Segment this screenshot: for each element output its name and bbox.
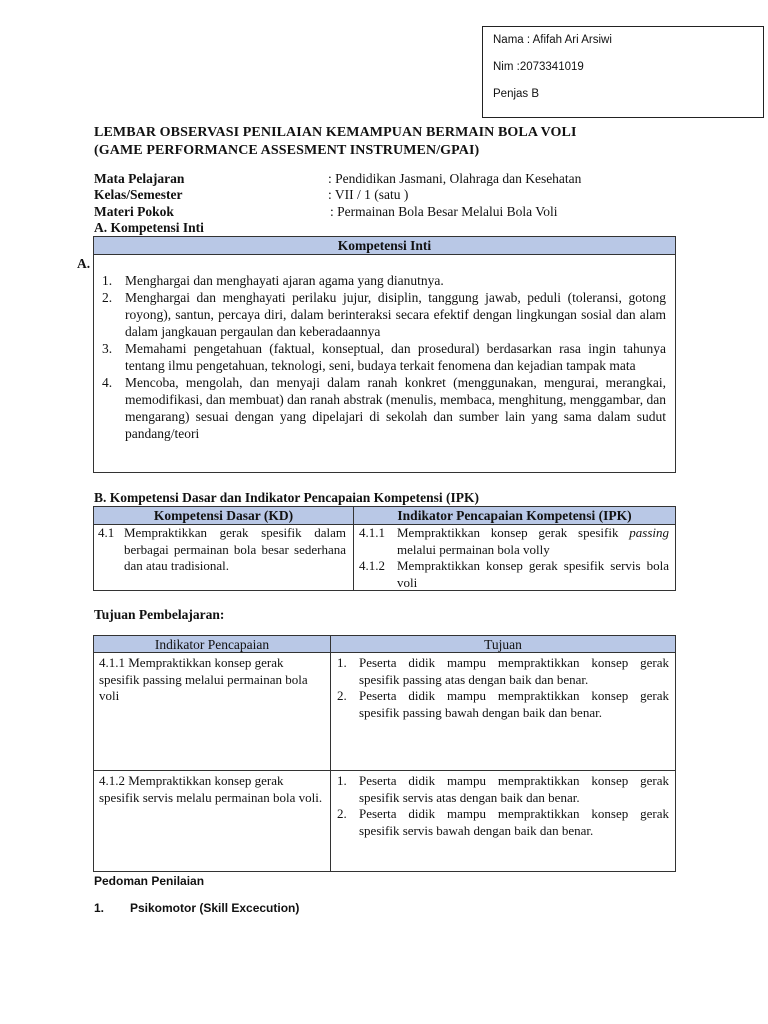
pedoman-item-text: Psikomotor (Skill Excecution) xyxy=(130,901,300,915)
tujuan-column-header: Tujuan xyxy=(330,635,676,653)
student-info-box xyxy=(482,26,764,118)
student-class: Penjas B xyxy=(493,88,540,100)
indikator-column-header: Indikator Pencapaian xyxy=(93,635,331,653)
divider xyxy=(330,635,331,872)
title-line-2: (GAME PERFORMANCE ASSESMENT INSTRUMEN/GPAI) xyxy=(94,143,480,158)
meta-label: Mata Pelajaran xyxy=(94,171,185,186)
list-item: 3. Memahami pengetahuan (faktual, konseptual, dan prosedural) berdasarkan rasa ingin tahunya tentang ilmu pengetahuan, teknologi, seni, budaya terkait fenomena dan kejadian tampak mata xyxy=(102,341,666,373)
meta-value: : VII / 1 (satu ) xyxy=(328,187,409,202)
list-item: 2. Peserta didik mampu mempraktikkan konsep gerak spesifik passing bawah dengan baik dan benar. xyxy=(337,688,669,720)
student-nim: Nim :2073341019 xyxy=(493,61,584,73)
tujuan-heading: Tujuan Pembelajaran: xyxy=(94,607,225,622)
student-name: Nama : Afifah Ari Arsiwi xyxy=(493,34,612,46)
document-title xyxy=(94,124,577,160)
pedoman-item-number: 1. xyxy=(94,901,105,915)
tujuan-list xyxy=(337,655,669,721)
list-item: 4. Mencoba, mengolah, dan menyaji dalam ranah konkret (menggunakan, mengurai, merangkai, memodifikasi, dan membuat) dan ranah abstrak (menulis, membaca, menghitung, menggambar, dan mengarang) sesuai dengan yang dipelajari di sekolah dan sumber lain yang sama dalam sudut pandang/teori xyxy=(102,375,666,441)
section-a-heading: A. Kompetensi Inti xyxy=(94,220,204,235)
indikator-cell: 4.1.2 Mempraktikkan konsep gerak spesifik servis melalu permainan bola voli. xyxy=(99,773,323,805)
kd-number: 4.1 xyxy=(98,525,115,540)
ipk-number: 4.1.1 xyxy=(359,525,385,540)
kompetensi-inti-list xyxy=(96,272,666,442)
indikator-cell: 4.1.1 Mempraktikkan konsep gerak spesifik passing melalui permainan bola voli xyxy=(99,655,308,703)
kompetensi-inti-header: Kompetensi Inti xyxy=(93,236,676,255)
meta-label: Kelas/Semester xyxy=(94,187,183,202)
divider xyxy=(93,770,676,771)
list-item: 2. Peserta didik mampu mempraktikkan konsep gerak spesifik servis bawah dengan baik dan benar. xyxy=(337,806,669,838)
list-item: 1. Menghargai dan menghayati ajaran agama yang dianutnya. xyxy=(102,273,444,288)
list-item: 1. Peserta didik mampu mempraktikkan konsep gerak spesifik servis atas dengan baik dan benar. xyxy=(337,773,669,805)
list-item: 1. Peserta didik mampu mempraktikkan konsep gerak spesifik passing atas dengan baik dan benar. xyxy=(337,655,669,687)
section-a-marker: A. xyxy=(77,256,91,271)
title-line-1: LEMBAR OBSERVASI PENILAIAN KEMAMPUAN BERMAIN BOLA VOLI xyxy=(94,125,577,140)
pedoman-heading: Pedoman Penilaian xyxy=(94,874,205,888)
ipk-column-header: Indikator Pencapaian Kompetensi (IPK) xyxy=(353,506,676,525)
meta-label: Materi Pokok xyxy=(94,204,174,219)
tujuan-list xyxy=(337,773,669,839)
kompetensi-inti-body xyxy=(93,254,676,473)
kd-column-header: Kompetensi Dasar (KD) xyxy=(93,506,354,525)
meta-value: : Permainan Bola Besar Melalui Bola Voli xyxy=(330,204,558,219)
kd-text: Mempraktikkan gerak spesifik dalam berbagai permainan bola besar sederhana dan atau tradisional. xyxy=(124,525,346,573)
list-item: 2. Menghargai dan menghayati perilaku jujur, disiplin, tanggung jawab, peduli (toleransi, gotong royong), santun, percaya diri, dalam berinteraksi secara efektif dengan lingkungan sosial dan alam dalam jangkauan pergaulan dan keberadaannya xyxy=(102,290,666,339)
meta-value: : Pendidikan Jasmani, Olahraga dan Kesehatan xyxy=(328,171,582,186)
ipk-number: 4.1.2 xyxy=(359,558,385,573)
ipk-text: Mempraktikkan konsep gerak spesifik passing melalui permainan bola volly xyxy=(397,525,669,557)
ipk-text: Mempraktikkan konsep gerak spesifik servis bola voli xyxy=(397,558,669,590)
divider xyxy=(353,506,354,591)
section-b-heading: B. Kompetensi Dasar dan Indikator Pencapaian Kompetensi (IPK) xyxy=(94,490,480,505)
